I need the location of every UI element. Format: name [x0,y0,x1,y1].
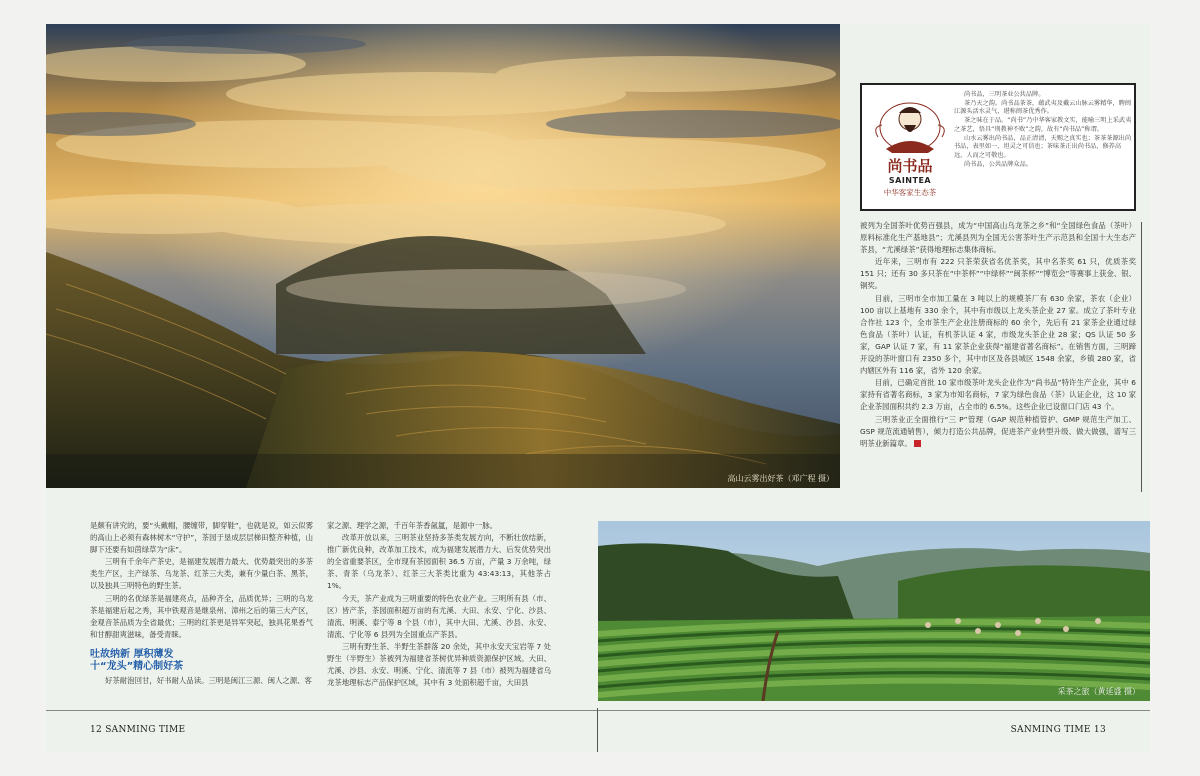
ad-brand-en: SAINTEA [888,176,932,185]
mountain-tea-photo [46,24,840,488]
mountain-tea-photo-art [46,24,840,488]
paragraph: 目前，已确定首批 10 家市级茶叶龙头企业作为“尚书品”特许生产企业，其中 6 家持有省著名商标，3 家为市知名商标，7 家为绿色食品（茶）认证企业，这 10 家企业茶园面积共约 2.3 万亩，占全市的 6.5%。这些企业已设窗口门店 43 个。 [860,378,1136,412]
gutter-rule [597,708,598,752]
ad-line: 尚书品，三明茶业公共品牌。 [964,91,1045,98]
ad-slogan: 中华客家生态茶 [883,188,937,197]
saintea-logo-icon [868,91,952,201]
photo-caption: 高山云雾出好茶（邓广程 摄） [727,474,834,483]
folio-left: 12 SANMING TIME [90,725,186,735]
middle-text-column [327,520,551,689]
left-text-column [90,520,313,687]
folio-right: SANMING TIME 13 [1010,725,1106,735]
end-mark-icon [914,440,921,447]
paragraph: 近年来，三明市有 222 只茶荣获省名优茶奖，其中名茶奖 61 只，优质茶奖 151 只；还有 30 多只茶在“中茶杯”“中绿杯”“闽茶杯”“博览会”等赛事上获金、银、铜奖。 [860,257,1136,291]
subhead-line-1: 吐故纳新 厚积薄发 [90,648,174,660]
right-text-column [860,220,1136,450]
ad-line: 茶之味在于品。“尚书”乃中华客家教文实，能喻三明上采武夷之茶艺，悟具“刑教神不败”之韵，故有“尚书品”称谓。 [954,117,1132,133]
ad-brand-cn: 尚书品 [887,157,933,175]
subhead-line-2: 十“龙头”精心制好茶 [90,660,184,672]
ad-line: 茶乃天之韵。尚书品茶茶，蕴武夷及戴云山脉云雾精华，聘闽江源头活水灵气，堪称闽茶优秀作。 [954,99,1132,116]
paragraph: 家之源、理学之源，千百年茶香氤氲，是源中一脉。 [327,521,497,530]
ad-text [954,91,1132,169]
photo-caption: 采茶之旅（黄延盛 摄） [1057,687,1140,696]
paragraph: 三明的名优绿茶是福建亮点，品种齐全，品质优异；三明的乌龙茶是福建后起之秀，其中铁观音是继泉州、漳州之后的第三大产区，金观音茶品质为全省最优；三明的红茶更是异军突起，独具花果香气和甘醇甜爽滋味，备受青睐。 [90,593,313,639]
footer-rule [46,710,1150,711]
paragraph-text: 三明茶业正全面推行“三 P”管理（GAP 规范种植管护、GMP 规范生产加工、GSP 规范流通销售），倾力打造公共品牌，促进茶产业转型升级、做大做强，谱写三明茶业新篇章。 [860,414,1136,448]
tea-plantation-photo [598,521,1150,701]
section-subhead [90,649,313,673]
paragraph: 今天，茶产业成为三明重要的特色农业产业。三明所有县（市、区）皆产茶，茶园面积超万亩的有尤溪、大田、永安、宁化、沙县、清流、明溪、泰宁等 8 个县（市），其中大田、尤溪、沙县、永安、清流、宁化等 6 县列为全国重点产茶县。 [327,593,551,639]
paragraph: 三明有野生茶、半野生茶群落 20 余处，其中永安天宝岩等 7 处野生（半野生）茶被列为福建省茶树优异种质资源保护区域。大田、尤溪、沙县、永安、明溪、宁化、清流等 7 县（市）被列为福建省乌龙茶地理标志产品保护区域，其中有 3 处面积超千亩，大田县 [327,641,551,688]
paragraph: 好茶耐泡回甘，好书耐人品读。三明是闽江三源、闽人之源、客 [105,675,312,685]
ad-line: 山水云雾出尚书品，品正清清，天赐之真实也；茶茶茶源出尚书品，表里如一，坦灵之可信也；茶味茶正出尚书品，修养高远，人而之可敬也。 [954,134,1132,159]
paragraph: 目前，三明市全市加工量在 3 吨以上的规模茶厂有 630 余家，茶农（企业）100 亩以上基地有 330 余个，其中有市级以上龙头茶企业 27 家。成立了茶叶专业合作社 123 个，全市茶生产企业注册商标的 60 余个，先后有 21 家茶企业通过绿色食品（茶叶）认证，有机茶认证 4 家，市级龙头茶企业 28 家；QS 认证 50 多家，GAP 认证 7 家，有 11 家茶企业获得“福建省著名商标”。在销售方面，三明蹄开设的茶叶窗口有 2350 多个，其中市区及各县城区 1548 余家，乡镇 280 家，省内辖区外有 116 家，省外 120 余家。 [860,293,1136,376]
ad-line: 尚书品，公共品牌众品。 [964,160,1033,168]
saintea-advertisement [860,83,1136,211]
paragraph: 三明有千余年产茶史，是福建发展潜力最大、优势最突出的多茶类生产区，主产绿茶、乌龙茶、红茶三大类，兼有少量白茶、黑茶，以及独具三明特色的野生茶。 [90,557,313,591]
paragraph: 被列为全国茶叶优势百强县，成为“中国高山乌龙茶之乡”和“全国绿色食品（茶叶）原料标准化生产基地县”；尤溪县列为全国无公害茶叶生产示范县和全国十大生态产茶县，“尤溪绿茶”获得地理标志集体商标。 [860,221,1136,255]
tea-plantation-photo-art [598,521,1150,701]
paragraph: 改革开放以来，三明茶业坚持多茶类发展方向，不断壮放结新，推广新优良种，改革加工技术，成为福建发展潜力大、后发优势突出的全省重要茶区，全市现有茶园面积 36.5 万亩，产量 3 万余吨，绿茶、青茶（乌龙茶）、红茶三大茶类比重为 43:43:13，其他茶占 1%。 [327,533,551,591]
paragraph: 是颇有讲究的，要“头戴帽，腰缠带，脚穿鞋”，也就是说，如云似雾的高山上必须有森林树木“守护”，茶园于垦成层层梯田整齐种植，山脚下还要有如茵绿草为“床”。 [90,521,313,555]
column-rule [1141,222,1142,492]
paragraph [860,414,1136,450]
